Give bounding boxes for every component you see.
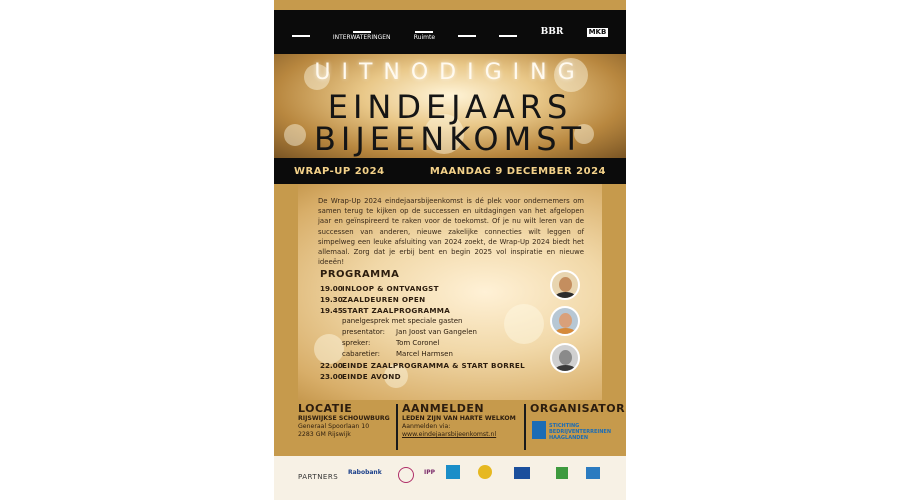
partner-logo-icon: [556, 467, 568, 479]
partner-logo-icon: [398, 467, 414, 483]
program-item: 22.00EINDE ZAALPROGRAMMA & START BORREL: [320, 361, 525, 370]
event-date: MAANDAG 9 DECEMBER 2024: [429, 165, 606, 177]
programma-title: PROGRAMMA: [320, 269, 400, 280]
organisator-block: [530, 402, 625, 415]
locatie-title: LOCATIE: [298, 402, 353, 415]
rabobank-logo-icon: Rabobank: [348, 469, 382, 476]
frame-left: [274, 184, 298, 400]
program-item: 19.00INLOOP & ONTVANGST: [320, 284, 439, 293]
invitation-heading: UITNODIGING: [314, 60, 586, 85]
divider: [396, 404, 398, 450]
partner-logo-icon: [478, 465, 492, 479]
registration-link[interactable]: www.eindejaarsbijeenkomst.nl: [402, 431, 497, 438]
venue-street: Generaal Spoorlaan 10: [298, 423, 370, 430]
partner-logo-icon: [514, 467, 530, 479]
presentator-line: presentator: Jan Joost van Gangelen: [342, 328, 477, 336]
cabaretier-photo-avatar: [550, 343, 580, 373]
event-name: WRAP-UP 2024: [294, 165, 385, 177]
program-item: 23.00EINDE AVOND: [320, 372, 401, 381]
title-line-2: BIJEENKOMST: [313, 120, 587, 158]
program-item: 19.30ZAALDEUREN OPEN: [320, 295, 426, 304]
wave-logo-icon: INTERWATERINGEN: [333, 23, 391, 41]
bbr-logo-icon: BBR: [540, 26, 564, 37]
mkb-logo-icon: MKB: [588, 27, 607, 36]
arrow-logo-icon: Ruimte: [414, 23, 435, 41]
building-logo-icon: [458, 27, 476, 38]
title-line-1: EINDEJAARS: [327, 88, 573, 126]
program-item: 19.45START ZAALPROGRAMMA: [320, 306, 451, 315]
organisator-logo-icon: STICHTING BEDRIJVENTERREINEN HAAGLANDEN: [532, 421, 602, 439]
date-bar: [274, 158, 626, 184]
partners-label: PARTNERS: [298, 473, 339, 481]
ipp-logo-icon: IPP: [424, 469, 436, 476]
cabaretier-line: cabaretier: Marcel Harmsen: [342, 350, 453, 358]
sponsor-logo-bar: [274, 10, 626, 54]
top-gold-strip: [274, 0, 626, 10]
spreker-line: spreker: Tom Coronel: [342, 339, 440, 347]
aanmelden-subtitle: LEDEN ZIJN VAN HARTE WELKOM: [402, 415, 516, 422]
venue-name: RIJSWIJKSE SCHOUWBURG: [298, 415, 390, 422]
aanmelden-title: AANMELDEN: [402, 402, 485, 415]
aanmelden-block: [402, 402, 516, 439]
locatie-block: [298, 402, 390, 439]
organisator-title: ORGANISATOR: [530, 402, 626, 415]
panel-description: panelgesprek met speciale gasten: [342, 317, 463, 325]
aanmelden-via: Aanmelden via:: [402, 423, 451, 430]
speaker-photo-avatar: [550, 270, 580, 300]
partner-logo-icon: [446, 465, 460, 479]
divider: [524, 404, 526, 450]
intro-text: De Wrap-Up 2024 eindejaarsbijeenkomst is dé plek voor ondernemers om samen terug te kijken op de successen en uitdagingen van het afgelopen jaar en geïnspireerd te raken voor de toekomst. Of je nu wilt leren van de successen van anderen, nieuwe zakelijke connecties wilt leggen of simpelweg een leuke afsluiting van 2024 zoekt, de Wrap-Up 2024 biedt het allemaal. Zorg dat je erbij bent en begin 2025 vol inspiratie en nieuwe ideeën!: [318, 197, 584, 267]
partners-bar: [274, 456, 626, 500]
frame-right: [602, 184, 626, 400]
venue-city: 2283 GM Rijswijk: [298, 431, 351, 438]
invitation-flyer: [274, 0, 626, 500]
ship-logo-icon: [499, 27, 517, 38]
presenter-photo-avatar: [550, 306, 580, 336]
hero-banner: [274, 54, 626, 158]
bird-logo-icon: [292, 27, 310, 38]
partner-logo-icon: [586, 467, 600, 479]
